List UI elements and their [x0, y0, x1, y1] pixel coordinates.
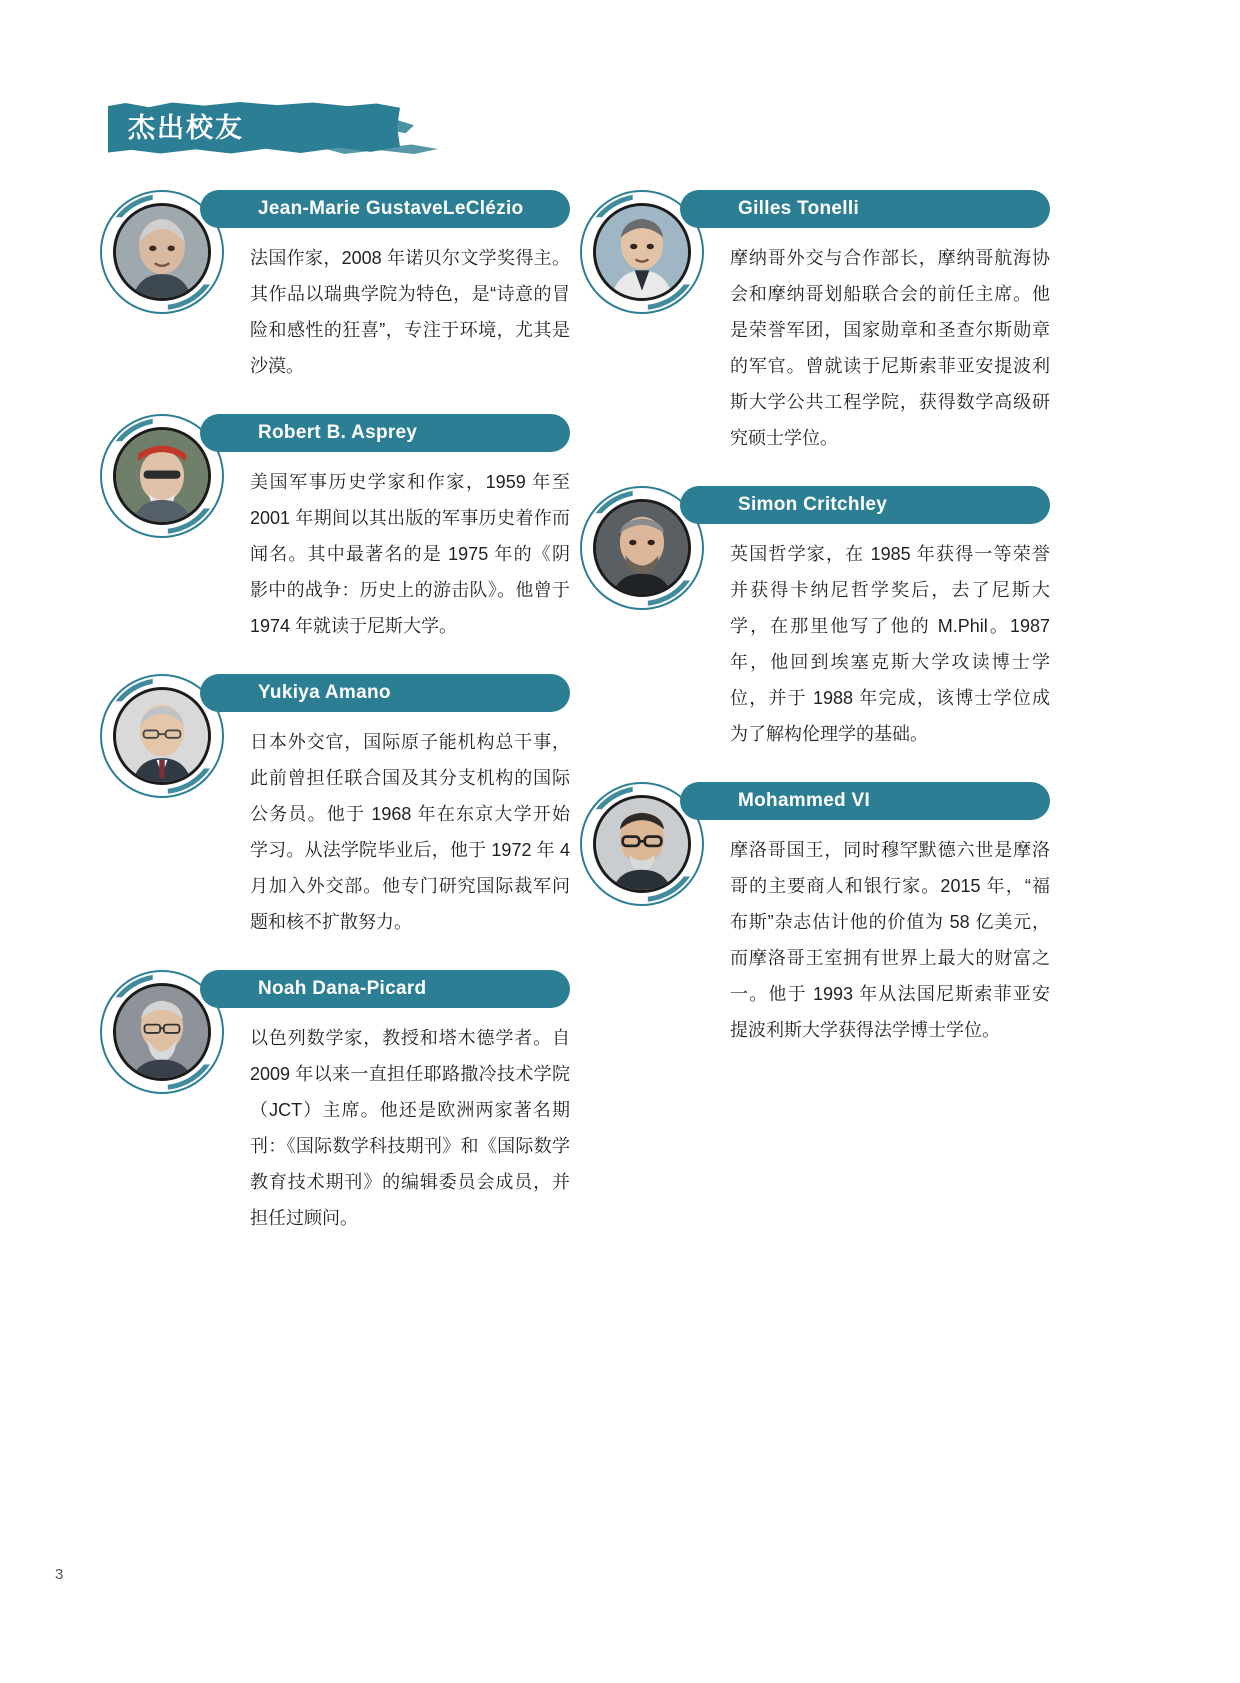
alumni-entry [580, 782, 1050, 1048]
alumni-entry [580, 190, 1050, 456]
avatar-image [593, 795, 691, 893]
alumni-name: Noah Dana-Picard [258, 978, 427, 999]
portrait-icon [596, 798, 688, 890]
alumni-entry [100, 970, 570, 1236]
alumni-entry [100, 190, 570, 384]
alumni-bio: 以色列数学家，教授和塔木德学者。自 2009 年以来一直担任耶路撒冷技术学院（JCT）主席。他还是欧洲两家著名期刊：《国际数学科技期刊》和《国际数学教育技术期刊》的编辑委员会成员，并担任过顾问。 [250, 1028, 570, 1228]
alumni-name-bar [680, 782, 1050, 820]
alumni-bio: 法国作家，2008 年诺贝尔文学奖得主。其作品以瑞典学院为特色，是“诗意的冒险和感性的狂喜”，专注于环境，尤其是沙漠。 [250, 248, 570, 376]
alumni-name: Mohammed VI [738, 790, 871, 811]
section-banner [108, 96, 408, 160]
alumni-name-bar [200, 970, 570, 1008]
alumni-name-bar [680, 486, 1050, 524]
alumni-name-bar [200, 190, 570, 228]
portrait-icon [116, 986, 208, 1078]
alumni-bio: 日本外交官，国际原子能机构总干事，此前曾担任联合国及其分支机构的国际公务员。他于 1968 年在东京大学开始学习。从法学院毕业后，他于 1972 年 4 月加入外交部。他专门研究国际裁军问题和核不扩散努力。 [250, 732, 570, 932]
portrait-icon [116, 690, 208, 782]
alumni-entry [100, 414, 570, 644]
portrait-icon [116, 430, 208, 522]
alumni-bio: 英国哲学家，在 1985 年获得一等荣誉并获得卡纳尼哲学奖后，去了尼斯大学，在那里他写了他的 M.Phil。1987 年，他回到埃塞克斯大学攻读博士学位，并于 1988 年完成，该博士学位成为了解构伦理学的基础。 [730, 544, 1050, 744]
avatar-image [113, 427, 211, 525]
portrait-icon [596, 206, 688, 298]
alumni-name: Yukiya Amano [258, 682, 391, 703]
section-title: 杰出校友 [128, 113, 244, 143]
alumni-bio: 摩纳哥外交与合作部长，摩纳哥航海协会和摩纳哥划船联合会的前任主席。他是荣誉军团，国家勋章和圣查尔斯勋章的军官。曾就读于尼斯索菲亚安提波利斯大学公共工程学院，获得数学高级研究硕士学位。 [730, 248, 1050, 448]
alumni-bio: 摩洛哥国王，同时穆罕默德六世是摩洛哥的主要商人和银行家。2015 年，“福布斯”杂志估计他的价值为 58 亿美元，而摩洛哥王室拥有世界上最大的财富之一。他于 1993 年从法国尼斯索菲亚安提波利斯大学获得法学博士学位。 [730, 840, 1050, 1040]
alumni-name-bar [200, 414, 570, 452]
avatar-image [113, 687, 211, 785]
alumni-name: Jean-Marie GustaveLeClézio [258, 198, 524, 219]
alumni-name: Gilles Tonelli [738, 198, 860, 219]
avatar-image [113, 983, 211, 1081]
avatar-image [593, 499, 691, 597]
portrait-icon [596, 502, 688, 594]
left-column [100, 190, 570, 1266]
alumni-name-bar [200, 674, 570, 712]
alumni-name: Robert B. Asprey [258, 422, 418, 443]
alumni-bio: 美国军事历史学家和作家，1959 年至 2001 年期间以其出版的军事历史着作而闻名。其中最著名的是 1975 年的《阴影中的战争：历史上的游击队》。他曾于 1974 年就读于尼斯大学。 [250, 472, 570, 636]
portrait-icon [116, 206, 208, 298]
alumni-name: Simon Critchley [738, 494, 888, 515]
avatar-image [593, 203, 691, 301]
avatar-image [113, 203, 211, 301]
alumni-name-bar [680, 190, 1050, 228]
alumni-entry [100, 674, 570, 940]
right-column [580, 190, 1050, 1078]
page-number: 3 [55, 1566, 64, 1583]
alumni-entry [580, 486, 1050, 752]
